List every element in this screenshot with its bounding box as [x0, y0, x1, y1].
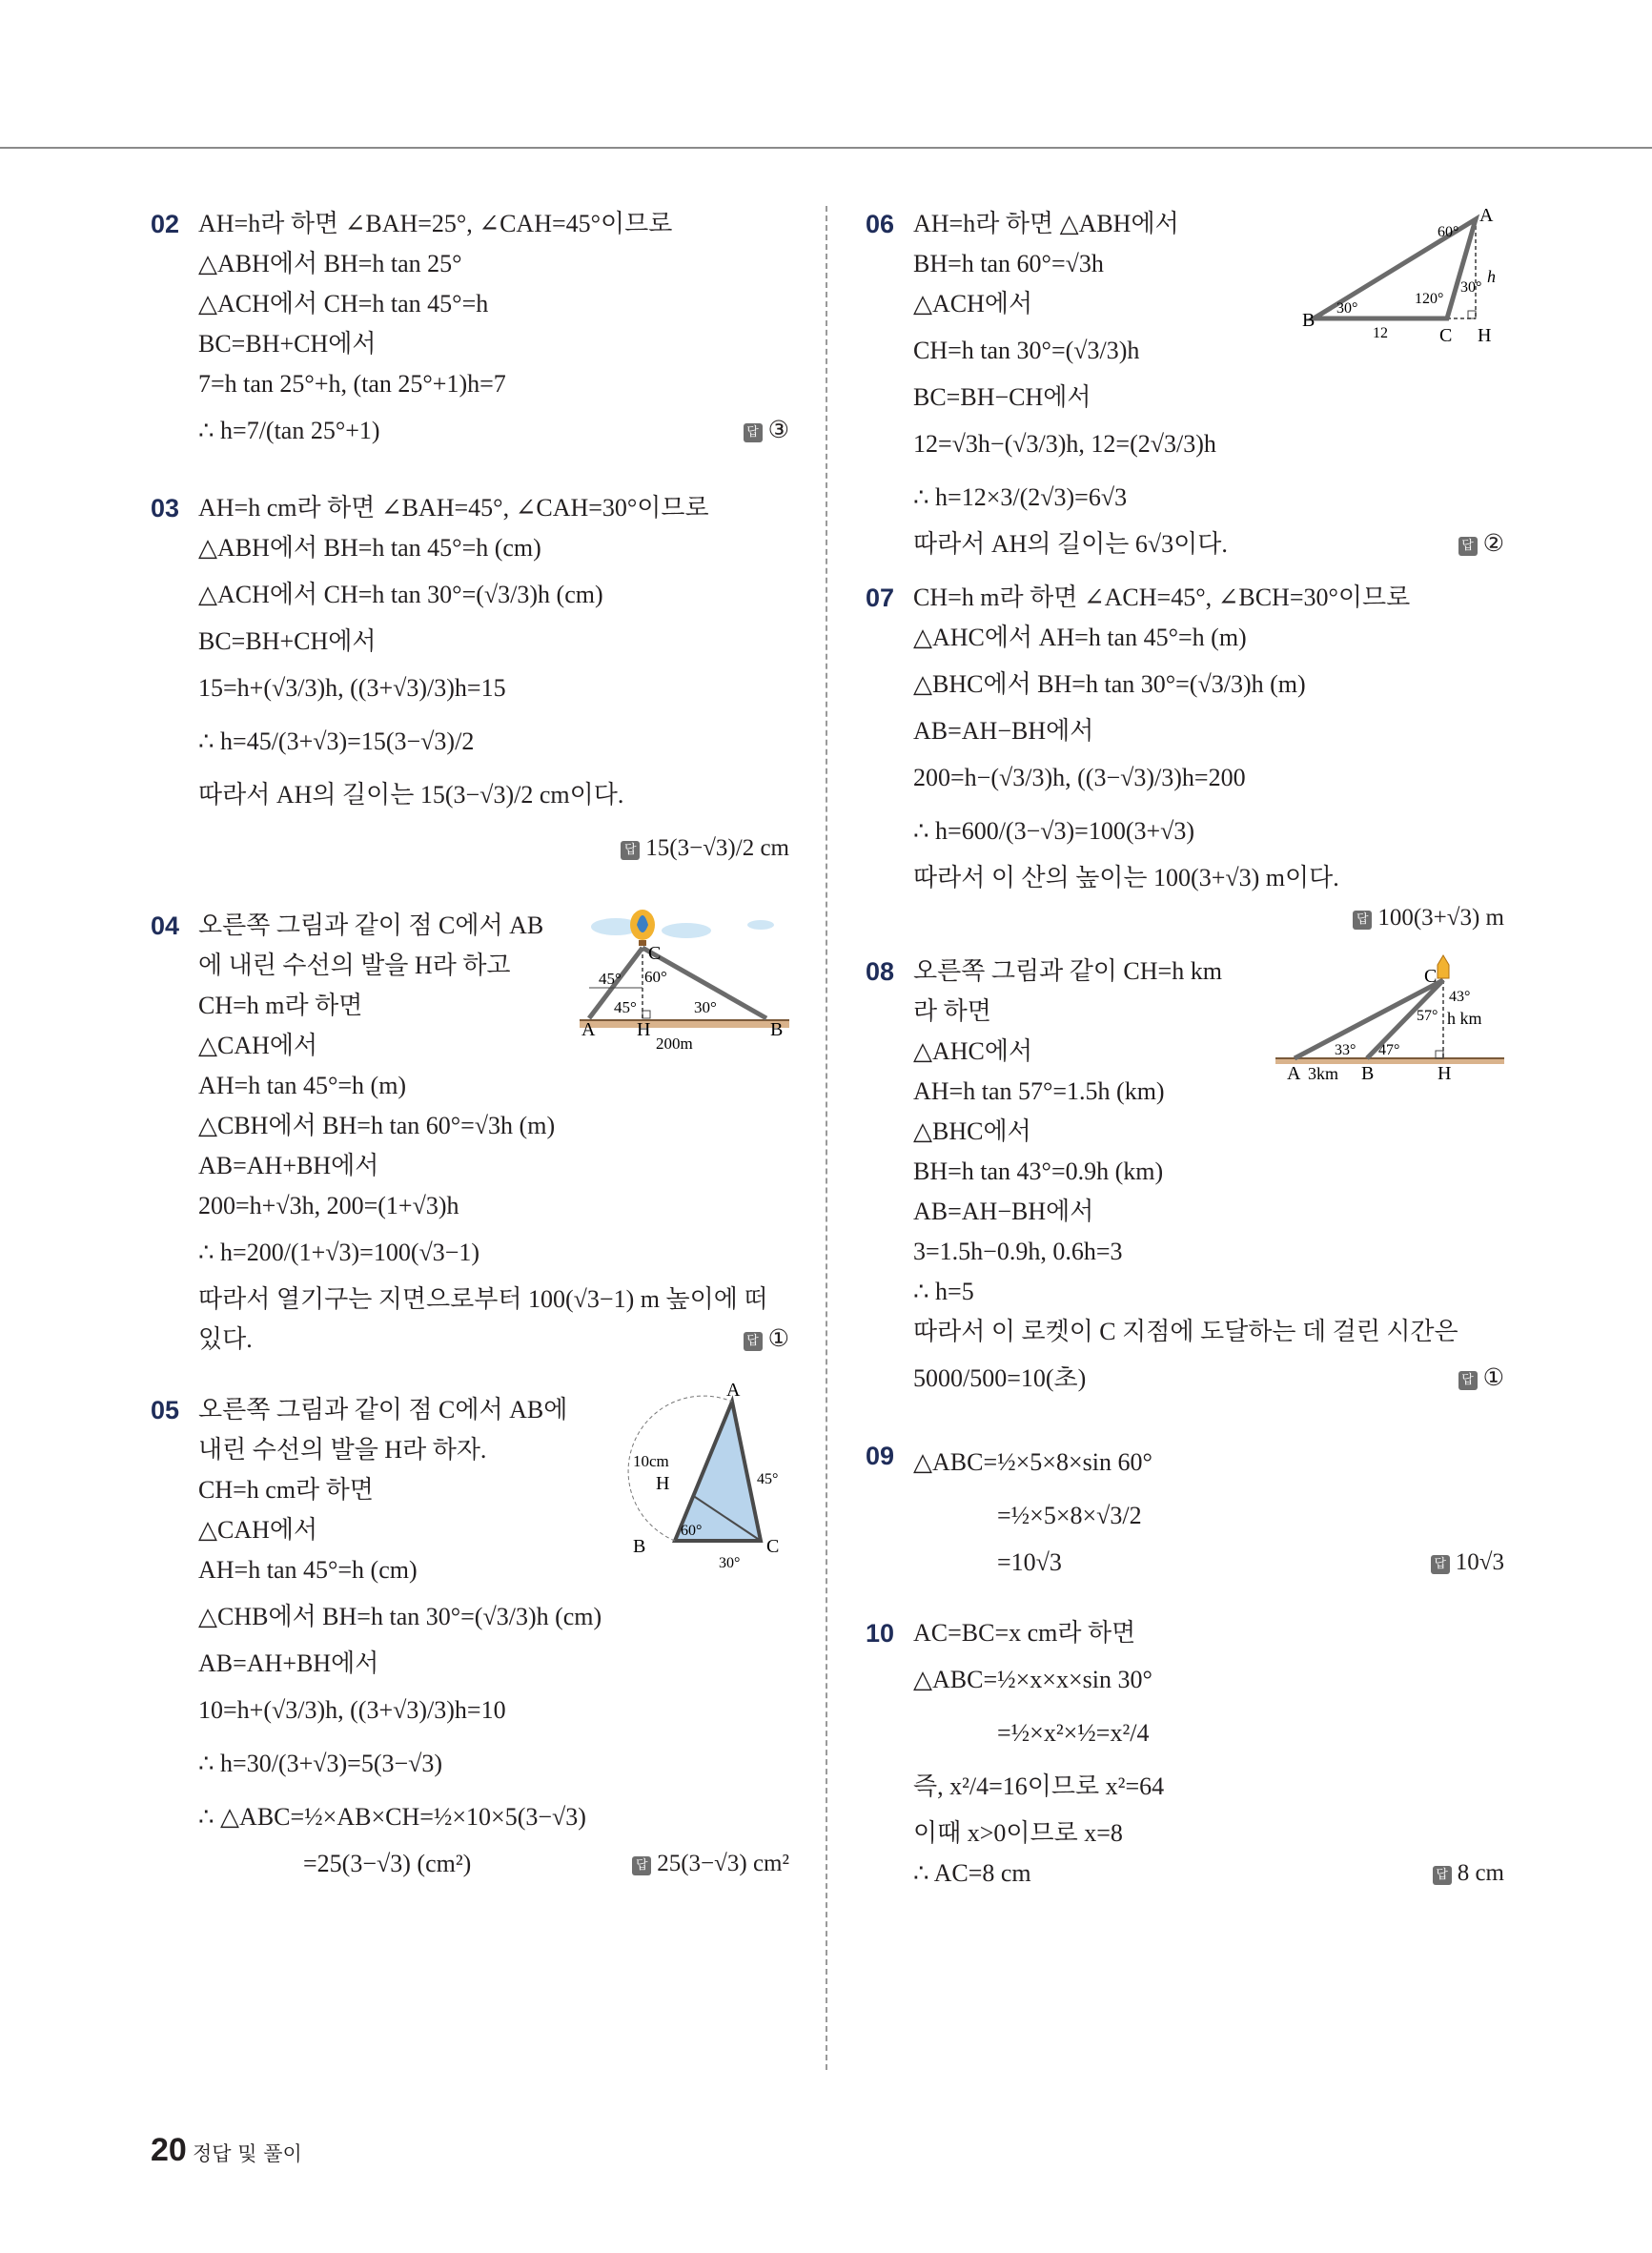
problem-number: 05 — [151, 1396, 180, 1424]
angle-43: 43° — [1449, 989, 1471, 1005]
solution-line: CH=h m라 하면 ∠ACH=45°, ∠BCH=30°이므로 — [913, 584, 1411, 611]
answer-value: ① — [767, 1326, 789, 1352]
label-a: A — [726, 1380, 741, 1401]
solution-line: BH=h tan 43°=0.9h (km) — [913, 1157, 1164, 1185]
answer-value: 25(3−√3) cm² — [657, 1851, 789, 1876]
solution-line: AH=h tan 45°=h (cm) — [198, 1556, 418, 1584]
solution-line: =25(3−√3) (cm²) — [303, 1850, 472, 1877]
angle-30: 30° — [694, 998, 717, 1016]
solution-line: AH=h cm라 하면 ∠BAH=45°, ∠CAH=30°이므로 — [198, 494, 709, 522]
angle-120: 120° — [1415, 291, 1444, 307]
solution-line: △ABC=½×5×8×sin 60° — [913, 1448, 1152, 1476]
problem-05 — [151, 1380, 789, 1884]
solution-line: ∴ h=5 — [913, 1278, 974, 1305]
solution-line: 따라서 AH의 길이는 15(3−√3)/2 cm이다. — [198, 781, 624, 809]
solution-line: =10√3 — [997, 1548, 1062, 1576]
problem-10 — [866, 1613, 1504, 1894]
label-c: C — [766, 1536, 780, 1557]
angle-60: 60° — [644, 968, 667, 986]
solution-line: △CAH에서 — [198, 1516, 318, 1544]
answer — [1431, 1543, 1504, 1583]
label-a: A — [1287, 1063, 1301, 1084]
answer-mark-icon: 답 — [632, 1856, 651, 1875]
left-column — [151, 204, 789, 1915]
solution-line: ∴ h=200/(1+√3)=100(√3−1) — [198, 1239, 480, 1266]
solution-line: 12=√3h−(√3/3)h, 12=(2√3/3)h — [913, 430, 1216, 458]
solution-line: ∴ h=30/(3+√3)=5(3−√3) — [198, 1750, 443, 1777]
solution-line: ∴ h=45/(3+√3)=15(3−√3)/2 — [198, 727, 475, 755]
solution-line: 3=1.5h−0.9h, 0.6h=3 — [913, 1238, 1123, 1265]
problem-04 — [151, 906, 789, 1360]
answer-mark-icon: 답 — [1353, 911, 1372, 930]
problem-02 — [151, 204, 789, 458]
problem-08 — [866, 952, 1504, 1405]
problem-number: 02 — [151, 210, 180, 238]
solution-line: AB=AH−BH에서 — [913, 717, 1094, 745]
problem-number: 04 — [151, 911, 180, 940]
angle-45-bottom: 45° — [614, 998, 637, 1016]
solution-line: △ABH에서 BH=h tan 45°=h (cm) — [198, 534, 541, 562]
answer — [744, 404, 789, 458]
solution-line: △ABH에서 BH=h tan 25° — [198, 250, 462, 277]
answer-value: 15(3−√3)/2 cm — [645, 835, 789, 861]
angle-47: 47° — [1378, 1042, 1400, 1058]
problem-number: 10 — [866, 1619, 895, 1648]
solution-line: 따라서 이 산의 높이는 100(3+√3) m이다. — [913, 864, 1339, 891]
angle-45-top: 45° — [599, 970, 622, 988]
solution-line: ∴ h=600/(3−√3)=100(3+√3) — [913, 817, 1195, 845]
problem-09 — [866, 1436, 1504, 1583]
solution-line: AB=AH+BH에서 — [198, 1152, 379, 1179]
angle-33: 33° — [1335, 1042, 1356, 1058]
solution-line: 7=h tan 25°+h, (tan 25°+1)h=7 — [198, 370, 506, 398]
answer-mark-icon: 답 — [1458, 1371, 1478, 1390]
solution-line: AC=BC=x cm라 하면 — [913, 1619, 1136, 1647]
length-200m: 200m — [656, 1034, 693, 1053]
label-b: B — [633, 1536, 646, 1557]
label-b: B — [770, 1019, 784, 1040]
problem-07 — [866, 578, 1504, 938]
answer-mark-icon: 답 — [1431, 1555, 1450, 1574]
answer-mark-icon: 답 — [744, 1332, 763, 1351]
label-a: A — [581, 1019, 596, 1040]
label-h: H — [637, 1019, 651, 1040]
label-h: H — [1438, 1063, 1452, 1084]
right-column — [866, 204, 1504, 1924]
answer — [913, 898, 1504, 938]
label-b: B — [1302, 310, 1315, 331]
solution-line: AH=h라 하면 ∠BAH=25°, ∠CAH=45°이므로 — [198, 210, 673, 237]
solution-line: BH=h tan 60°=√3h — [913, 250, 1104, 277]
column-divider — [826, 206, 827, 2070]
solution-line: 오른쪽 그림과 같이 점 C에서 AB — [198, 911, 544, 939]
solution-line: 200=h+√3h, 200=(1+√3)h — [198, 1192, 459, 1219]
solution-line: 오른쪽 그림과 같이 점 C에서 AB에 — [198, 1396, 568, 1423]
label-h: H — [1478, 325, 1492, 346]
label-b: B — [1361, 1063, 1375, 1084]
answer-mark-icon: 답 — [1458, 537, 1478, 556]
label-c: C — [1439, 325, 1453, 346]
label-a: A — [1479, 205, 1494, 226]
solution-line: ∴ h=12×3/(2√3)=6√3 — [913, 483, 1128, 511]
label-h-km: h km — [1447, 1009, 1482, 1028]
solution-line: 내린 수선의 발을 H라 하자. — [198, 1436, 487, 1464]
solution-line: CH=h cm라 하면 — [198, 1476, 374, 1504]
solution-line: △CHB에서 BH=h tan 30°=(√3/3)h (cm) — [198, 1603, 602, 1630]
length-12: 12 — [1373, 325, 1388, 341]
solution-line: 10=h+(√3/3)h, ((3+√3)/3)h=10 — [198, 1696, 506, 1724]
solution-line: 에 내린 수선의 발을 H라 하고 — [198, 952, 511, 979]
solution-line: △AHC에서 — [913, 1037, 1033, 1065]
label-h: H — [656, 1473, 670, 1494]
solution-line: 따라서 이 로켓이 C 지점에 도달하는 데 걸린 시간은 — [913, 1318, 1458, 1345]
solution-line: ∴ △ABC=½×AB×CH=½×10×5(3−√3) — [198, 1803, 586, 1831]
solution-line: △ACH에서 — [913, 290, 1033, 317]
answer — [198, 822, 789, 875]
angle-45: 45° — [757, 1471, 779, 1487]
answer-mark-icon: 답 — [1433, 1866, 1452, 1885]
problem-number: 08 — [866, 957, 895, 986]
solution-line: 즉, x²/4=16이므로 x²=64 — [913, 1772, 1165, 1800]
solution-line: △CBH에서 BH=h tan 60°=√3h (m) — [198, 1112, 556, 1139]
problem-number: 07 — [866, 584, 895, 612]
solution-line: 오른쪽 그림과 같이 CH=h km — [913, 957, 1222, 985]
top-rule — [0, 147, 1652, 149]
angle-30-a: 30° — [1460, 279, 1482, 296]
answer-value: 10√3 — [1455, 1549, 1504, 1575]
solution-line: 따라서 AH의 길이는 6√3이다. — [913, 530, 1228, 558]
answer-value: ② — [1482, 531, 1504, 557]
problem-number: 06 — [866, 210, 895, 238]
angle-30: 30° — [719, 1555, 741, 1571]
problem-number: 09 — [866, 1442, 895, 1470]
answer-value: 8 cm — [1457, 1860, 1504, 1886]
solution-line: 15=h+(√3/3)h, ((3+√3)/3)h=15 — [198, 674, 506, 702]
solution-line: AH=h라 하면 △ABH에서 — [913, 210, 1179, 237]
length-3km: 3km — [1308, 1064, 1339, 1083]
solution-line: AB=AH−BH에서 — [913, 1198, 1094, 1225]
solution-line: △ACH에서 CH=h tan 30°=(√3/3)h (cm) — [198, 581, 603, 608]
solution-line: BC=BH+CH에서 — [198, 330, 377, 358]
problem-number: 03 — [151, 494, 180, 522]
answer — [1458, 1352, 1504, 1405]
solution-line: =½×5×8×√3/2 — [997, 1502, 1142, 1529]
problem-03 — [151, 488, 789, 875]
angle-30-b: 30° — [1336, 300, 1358, 317]
angle-60: 60° — [681, 1523, 703, 1539]
solution-line: △AHC에서 AH=h tan 45°=h (m) — [913, 624, 1247, 651]
answer — [632, 1844, 789, 1884]
solution-line: 5000/500=10(초) — [913, 1364, 1087, 1392]
solution-line: ∴ h=7/(tan 25°+1) — [198, 417, 380, 444]
label-c: C — [1424, 966, 1438, 987]
answer-value: ③ — [767, 418, 789, 443]
solution-line: AH=h tan 57°=1.5h (km) — [913, 1077, 1165, 1105]
solution-line: BC=BH−CH에서 — [913, 383, 1091, 411]
solution-line: BC=BH+CH에서 — [198, 627, 377, 655]
problem-06 — [866, 204, 1504, 564]
angle-57: 57° — [1417, 1008, 1438, 1024]
solution-line: △BHC에서 — [913, 1117, 1031, 1145]
solution-line: △CAH에서 — [198, 1032, 318, 1059]
answer — [1433, 1854, 1504, 1894]
answer — [744, 1320, 789, 1360]
section-label: 정답 및 풀이 — [193, 2142, 302, 2165]
page-number: 20 — [151, 2132, 187, 2168]
solution-line: 있다. — [198, 1325, 253, 1353]
answer-value: ① — [1482, 1365, 1504, 1391]
solution-line: 라 하면 — [913, 997, 991, 1025]
answer-mark-icon: 답 — [621, 841, 640, 860]
solution-line: 200=h−(√3/3)h, ((3−√3)/3)h=200 — [913, 764, 1246, 791]
solution-line: △BHC에서 BH=h tan 30°=(√3/3)h (m) — [913, 670, 1306, 698]
label-c: C — [648, 943, 662, 964]
answer-value: 100(3+√3) m — [1377, 905, 1504, 931]
length-10cm: 10cm — [633, 1452, 669, 1470]
answer — [1458, 524, 1504, 564]
solution-line: △ABC=½×x×x×sin 30° — [913, 1666, 1152, 1693]
label-h-length: h — [1487, 267, 1496, 286]
angle-60: 60° — [1438, 224, 1459, 240]
solution-line: 따라서 열기구는 지면으로부터 100(√3−1) m 높이에 떠 — [198, 1285, 768, 1313]
answer-mark-icon: 답 — [744, 423, 763, 442]
solution-line: CH=h tan 30°=(√3/3)h — [913, 337, 1140, 364]
solution-line: AH=h tan 45°=h (m) — [198, 1072, 407, 1099]
solution-line: =½×x²×½=x²/4 — [997, 1719, 1150, 1747]
solution-line: △ACH에서 CH=h tan 45°=h — [198, 290, 489, 317]
solution-line: ∴ AC=8 cm — [913, 1859, 1031, 1887]
solution-line: AB=AH+BH에서 — [198, 1649, 379, 1677]
solution-line: 이때 x>0이므로 x=8 — [913, 1819, 1123, 1847]
solution-line: CH=h m라 하면 — [198, 992, 363, 1019]
